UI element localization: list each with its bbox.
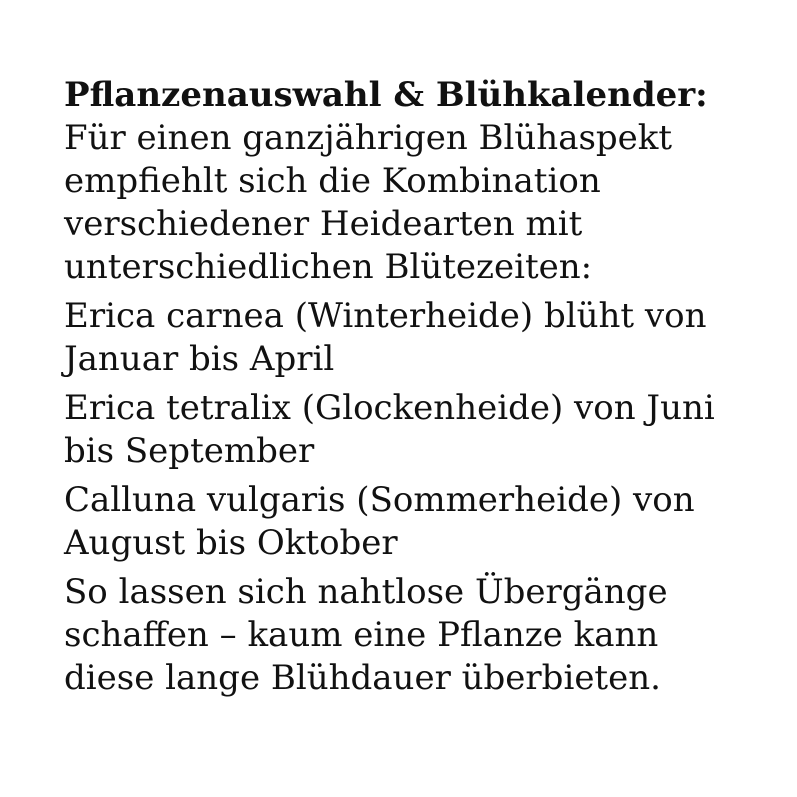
closing-paragraph: So lassen sich nahtlose Übergänge schaffen – kaum eine Pflanze kann diese lange Blühdauer überbieten. xyxy=(64,572,668,698)
intro-text: Für einen ganzjährigen Blühaspekt empfiehlt sich die Kombination verschiedener Heidearten mit unterschiedlichen Blütezeiten: xyxy=(64,118,673,287)
list-item-calluna-vulgaris: Calluna vulgaris (Sommerheide) von August bis Oktober xyxy=(64,480,695,563)
list-item-erica-tetralix: Erica tetralix (Glockenheide) von Juni bis September xyxy=(64,388,715,471)
intro-paragraph xyxy=(64,74,754,289)
document-body xyxy=(64,74,754,700)
section-heading: Pflanzenauswahl & Blühkalender: xyxy=(64,75,708,115)
list-item-erica-carnea: Erica carnea (Winterheide) blüht von Januar bis April xyxy=(64,296,707,379)
